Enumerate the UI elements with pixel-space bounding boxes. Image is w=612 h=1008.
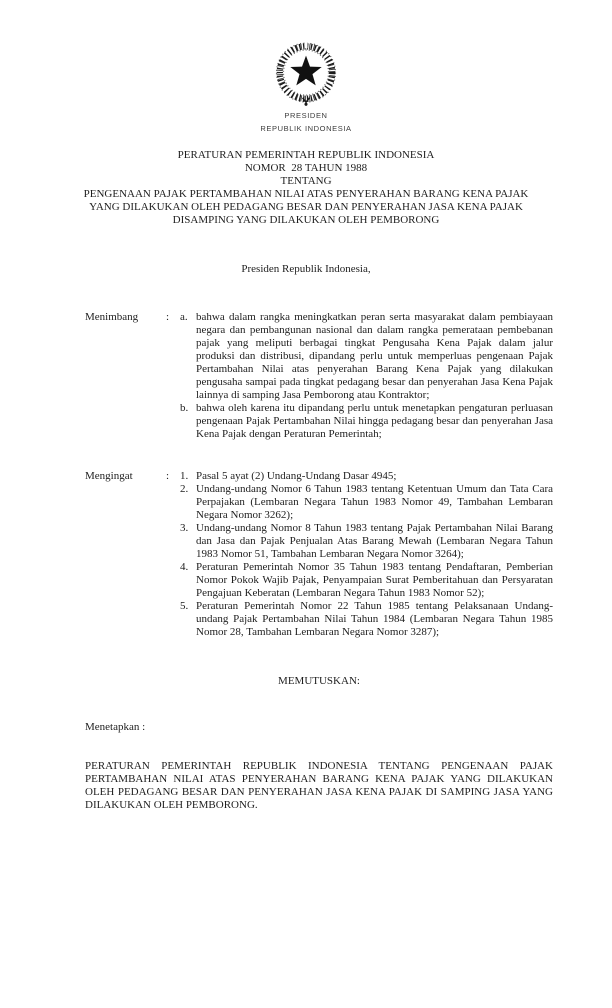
item-text: Peraturan Pemerintah Nomor 22 Tahun 1985 tentang Pelaksanaan Undang-undang Pajak Pertambahan Nilai Tahun 1984 (Lembaran Negara Tahun 1985 Nomor 28, Tambahan Lembaran Negara Nomor 3287);: [196, 600, 553, 638]
tentang-label: TENTANG: [280, 175, 332, 187]
item-text: bahwa dalam rangka meningkatkan peran serta masyarakat dalam pembiayaan negara dan pembangunan nasional dan dalam rangka pemerataan pembebanan pajak yang meliputi berbagai tingkat Pengusaha Kena Pajak dalam jalur produksi dan distribusi, dipandang perlu untuk memperluas pengenaan Pajak Pertambahan Nilai atas penyerahan Barang Kena Pajak yang dilakukan pengusaha sampai pada tingkat pedagang besar dan penyerahan Jasa Kena Pajak lainnya di samping Jasa Pemborong atau Kontraktor;: [196, 311, 553, 401]
item-marker: 2.: [180, 483, 189, 495]
item-text: Undang-undang Nomor 6 Tahun 1983 tentang Ketentuan Umum dan Tata Cara Perpajakan (Lembaran Negara Tahun 1983 Nomor 49, Tambahan Lembaran Negara Nomor 3262);: [196, 483, 553, 521]
item-marker: 3.: [180, 522, 189, 534]
menimbang-item-b: [180, 402, 553, 441]
letterhead: [0, 0, 612, 134]
mengingat-section: [85, 470, 553, 639]
mengingat-item-1: [180, 470, 553, 483]
item-marker: 1.: [180, 470, 189, 482]
menetapkan-label: Menetapkan :: [85, 721, 146, 733]
menimbang-items: [180, 311, 553, 441]
enactment-paragraph: PERATURAN PEMERINTAH REPUBLIK INDONESIA TENTANG PENGENAAN PAJAK PERTAMBAHAN NILAI ATAS PENYERAHAN BARANG KENA PAJAK YANG DILAKUKAN OLEH PEDAGANG BESAR DAN PENYERAHAN JASA KENA PAJAK DI SAMPING JASA YANG DILAKUKAN OLEH PEMBORONG.: [85, 760, 553, 811]
menimbang-section: [85, 311, 553, 441]
item-marker: 4.: [180, 561, 189, 573]
mengingat-item-3: [180, 522, 553, 561]
item-text: bahwa oleh karena itu dipandang perlu untuk menetapkan pengaturan perluasan pengenaan Pajak Pertambahan Nilai hingga pedagang besar dan penyerahan Jasa Kena Pajak dengan Peraturan Pemerintah;: [196, 402, 553, 440]
letterhead-presiden: PRESIDEN: [284, 111, 328, 120]
mengingat-item-5: [180, 600, 553, 639]
star-wreath-emblem-icon: [269, 42, 343, 108]
letterhead-republik-indonesia: REPUBLIK INDONESIA: [260, 124, 352, 133]
regulation-type: PERATURAN PEMERINTAH REPUBLIK INDONESIA: [177, 149, 435, 161]
item-text: Peraturan Pemerintah Nomor 35 Tahun 1983 tentang Pendaftaran, Pemberian Nomor Pokok Wajib Pajak, Penyampaian Surat Pemberitahuan dan Persyaratan Pengajuan Keberatan (Lembaran Negara Tahun 1983 Nomor 52);: [196, 561, 553, 599]
mengingat-item-4: [180, 561, 553, 600]
regulation-number: NOMOR 28 TAHUN 1988: [244, 162, 368, 174]
mengingat-colon: :: [166, 470, 170, 482]
item-text: Pasal 5 ayat (2) Undang-Undang Dasar 4945;: [196, 470, 397, 482]
subject-line-1: PENGENAAN PAJAK PERTAMBAHAN NILAI ATAS PENYERAHAN BARANG KENA PAJAK: [83, 188, 529, 200]
item-text: Undang-undang Nomor 8 Tahun 1983 tentang Pajak Pertambahan Nilai Barang dan Jasa dan Pajak Penjualan Atas Barang Mewah (Lembaran Negara Tahun 1983 Nomor 51, Tambahan Lembaran Negara Nomor 3264);: [196, 522, 553, 560]
menimbang-item-a: [180, 311, 553, 402]
mengingat-label: Mengingat: [85, 470, 133, 482]
item-marker: a.: [180, 311, 188, 323]
item-marker: 5.: [180, 600, 189, 612]
menimbang-label: Menimbang: [85, 311, 139, 323]
subject-line-2: YANG DILAKUKAN OLEH PEDAGANG BESAR DAN PENYERAHAN JASA KENA PAJAK: [89, 201, 523, 213]
mengingat-item-2: [180, 483, 553, 522]
item-marker: b.: [180, 402, 189, 414]
mengingat-items: [180, 470, 553, 639]
subject-line-3: DISAMPING YANG DILAKUKAN OLEH PEMBORONG: [172, 214, 440, 226]
memutuskan-heading: MEMUTUSKAN:: [278, 675, 360, 687]
menimbang-colon: :: [166, 311, 170, 323]
opening-salutation: Presiden Republik Indonesia,: [241, 263, 371, 275]
regulation-title-block: [0, 149, 612, 227]
